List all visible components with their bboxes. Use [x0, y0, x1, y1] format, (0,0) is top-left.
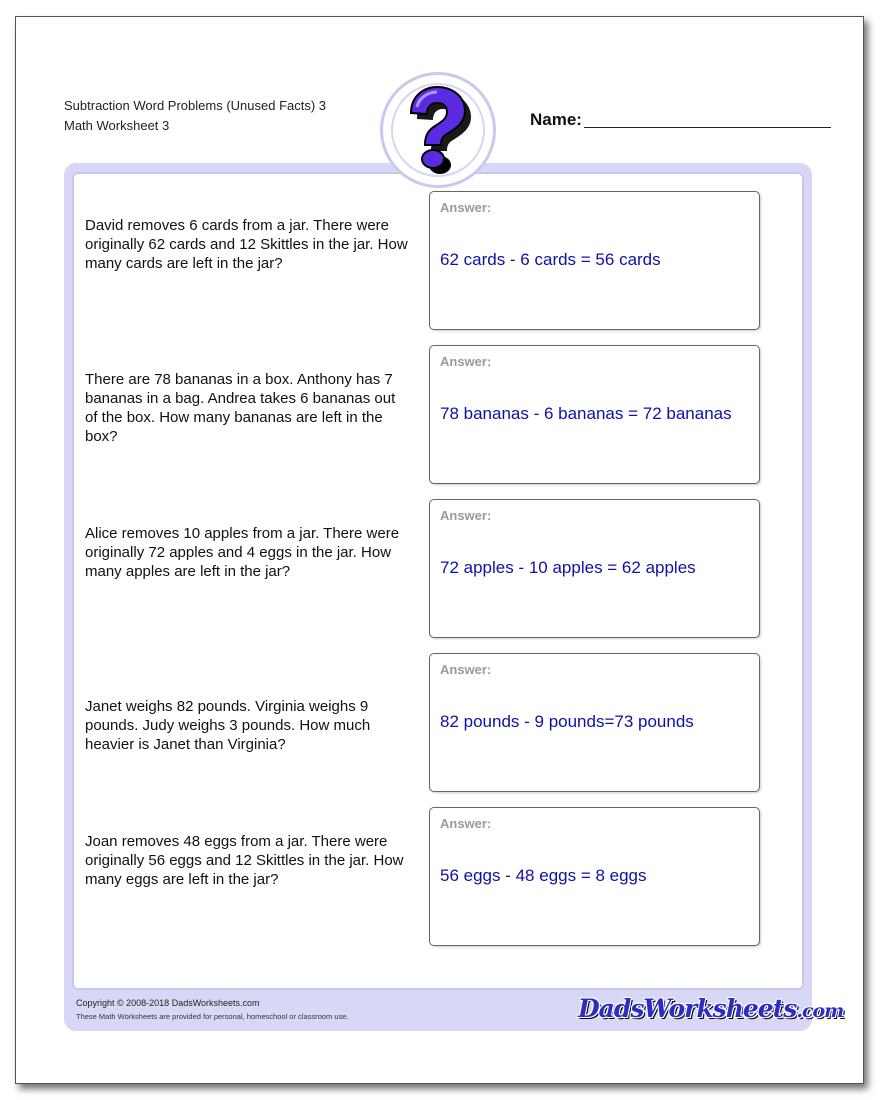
question-mark-icon — [383, 75, 493, 185]
answer-box-3[interactable] — [429, 499, 760, 638]
copyright-text: Copyright © 2008-2018 DadsWorksheets.com — [76, 998, 260, 1008]
answer-box-5[interactable] — [429, 807, 760, 946]
answer-text: 82 pounds - 9 pounds=73 pounds — [440, 712, 694, 731]
brand-suffix: .com — [796, 1000, 844, 1022]
brand-logo[interactable] — [578, 994, 843, 1023]
title-line-1: Subtraction Word Problems (Unused Facts) 3 — [64, 98, 327, 113]
answer-box-2[interactable] — [429, 345, 760, 484]
answer-label: Answer: — [440, 662, 492, 677]
problem-4-text: Janet weighs 82 pounds. Virginia weighs 9 pounds. Judy weighs 3 pounds. How much heavier is Janet than Virginia? — [85, 698, 371, 753]
answer-label: Answer: — [440, 816, 492, 831]
problem-3-text: Alice removes 10 apples from a jar. There were originally 72 apples and 4 eggs in the jar. How many apples are left in the jar? — [85, 525, 400, 580]
name-label: Name: — [530, 110, 582, 129]
title-line-2: Math Worksheet 3 — [64, 118, 170, 133]
answer-label: Answer: — [440, 354, 492, 369]
worksheet-title — [64, 96, 326, 136]
answer-text: 78 bananas - 6 bananas = 72 bananas — [440, 404, 732, 423]
answer-label: Answer: — [440, 508, 492, 523]
problem-1-text: David removes 6 cards from a jar. There were originally 62 cards and 12 Skittles in the jar. How many cards are left in the jar? — [85, 217, 408, 272]
answer-label: Answer: — [440, 200, 492, 215]
logo-badge — [380, 72, 496, 188]
name-line — [584, 127, 831, 128]
answer-box-4[interactable] — [429, 653, 760, 792]
usage-note: These Math Worksheets are provided for personal, homeschool or classroom use. — [76, 1012, 349, 1021]
problem-2-text: There are 78 bananas in a box. Anthony has 7 bananas in a bag. Andrea takes 6 bananas out of the box. How many bananas are left in the box? — [85, 371, 396, 445]
answer-text: 72 apples - 10 apples = 62 apples — [440, 558, 696, 577]
answer-text: 56 eggs - 48 eggs = 8 eggs — [440, 866, 647, 885]
problem-5-text: Joan removes 48 eggs from a jar. There were originally 56 eggs and 12 Skittles in the jar. How many eggs are left in the jar? — [85, 833, 404, 888]
answer-text: 62 cards - 6 cards = 56 cards — [440, 250, 661, 269]
answer-box-1[interactable] — [429, 191, 760, 330]
brand-name: DadsWorksheets — [578, 994, 797, 1023]
